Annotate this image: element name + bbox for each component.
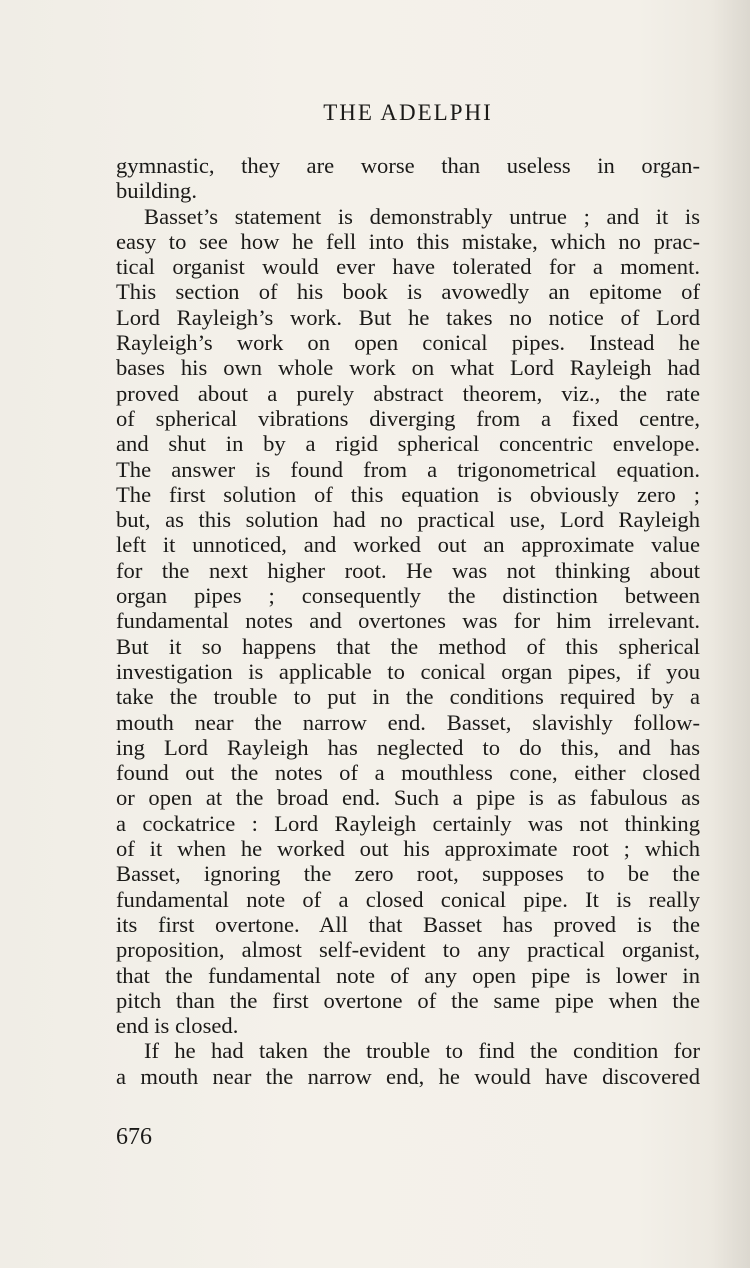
text-line: pitch than the first overtone of the same pipe when the [116, 987, 700, 1013]
text-line: proposition, almost self-evident to any practical organist, [116, 937, 700, 963]
text-line: ing Lord Rayleigh has neglected to do this, and has [116, 734, 700, 760]
text-line: building. [116, 178, 197, 204]
text-line: take the trouble to put in the conditions required by a [116, 684, 700, 710]
text-line: Rayleigh’s work on open conical pipes. Instead he [116, 330, 700, 356]
text-line: proved about a purely abstract theorem, viz., the rate [116, 380, 700, 406]
text-line: organ pipes ; consequently the distinction between [116, 583, 700, 609]
text-line: its first overtone. All that Basset has proved is the [116, 911, 700, 937]
text-line: If he had taken the trouble to find the condition for [144, 1038, 700, 1064]
text-line: mouth near the narrow end. Basset, slavishly follow- [116, 709, 700, 735]
text-line: easy to see how he fell into this mistake, which no prac- [116, 228, 700, 254]
text-line: of spherical vibrations diverging from a fixed centre, [116, 405, 700, 431]
text-line: Lord Rayleigh’s work. But he takes no notice of Lord [116, 304, 700, 330]
text-line: and shut in by a rigid spherical concentric envelope. [116, 431, 700, 457]
text-line: But it so happens that the method of this spherical [116, 633, 700, 659]
text-line: but, as this solution had no practical use, Lord Rayleigh [116, 507, 700, 533]
text-line: fundamental note of a closed conical pipe. It is really [116, 886, 700, 912]
text-line: a cockatrice : Lord Rayleigh certainly was not thinking [116, 810, 700, 836]
text-line: found out the notes of a mouthless cone, either closed [116, 760, 700, 786]
text-line: left it unnoticed, and worked out an approximate value [116, 532, 700, 558]
text-line: The first solution of this equation is obviously zero ; [116, 481, 700, 507]
text-line: for the next higher root. He was not thinking about [116, 557, 700, 583]
text-line: The answer is found from a trigonometrical equation. [116, 456, 700, 482]
running-header: THE ADELPHI [323, 100, 493, 125]
text-line: end is closed. [116, 1013, 239, 1039]
text-line: Basset’s statement is demonstrably untrue ; and it is [144, 203, 700, 229]
body-text [116, 153, 700, 1089]
text-line: This section of his book is avowedly an epitome of [116, 279, 700, 305]
text-line: investigation is applicable to conical organ pipes, if you [116, 658, 700, 684]
spine-shadow [710, 0, 750, 1268]
text-line: bases his own whole work on what Lord Rayleigh had [116, 355, 700, 381]
text-line: gymnastic, they are worse than useless in organ- [116, 153, 700, 178]
text-line: fundamental notes and overtones was for him irrelevant. [116, 608, 700, 634]
text-line: a mouth near the narrow end, he would have discovered [116, 1063, 700, 1089]
page-number: 676 [116, 1124, 152, 1150]
text-line: of it when he worked out his approximate root ; which [116, 836, 700, 862]
text-line: or open at the broad end. Such a pipe is as fabulous as [116, 785, 700, 811]
text-line: tical organist would ever have tolerated for a moment. [116, 254, 700, 280]
text-line: Basset, ignoring the zero root, supposes to be the [116, 861, 700, 887]
text-line: that the fundamental note of any open pipe is lower in [116, 962, 700, 988]
